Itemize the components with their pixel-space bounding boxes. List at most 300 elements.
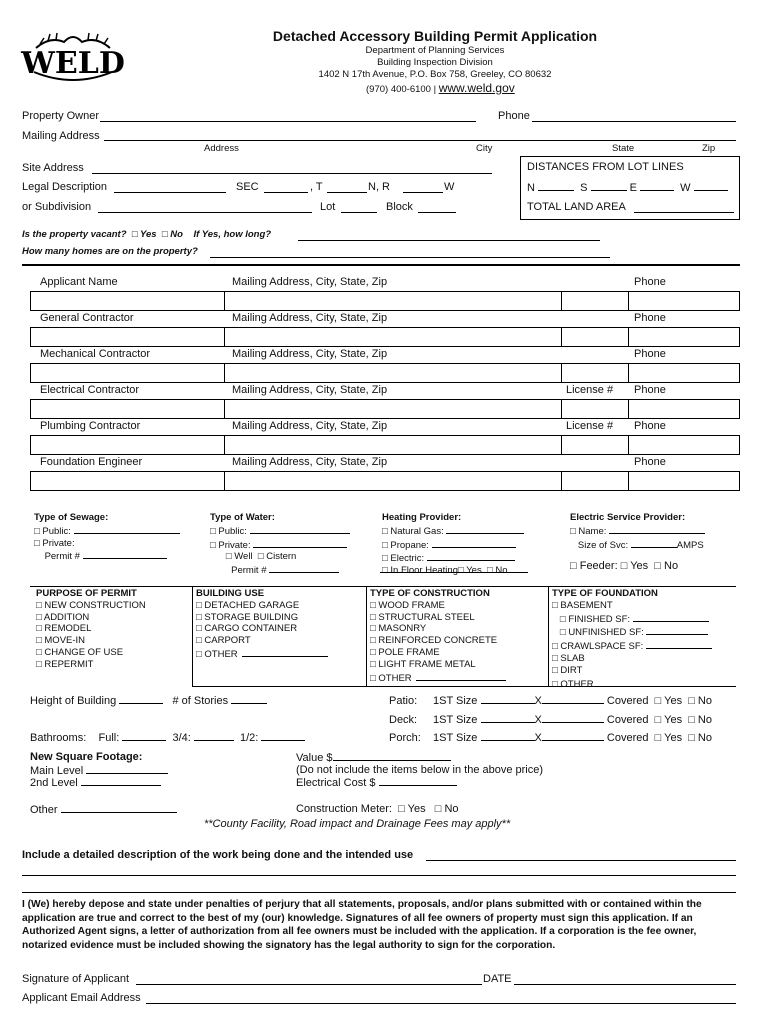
sewage-public-label: Public: [42, 525, 71, 537]
date-field[interactable] [514, 984, 736, 985]
meter-label: Construction Meter: [296, 803, 392, 815]
purpose-section [36, 588, 146, 671]
value-field[interactable] [333, 751, 451, 761]
water-well-checkbox[interactable]: □ [225, 551, 232, 563]
building-use-title: BUILDING USE [196, 588, 265, 599]
outdoor-label: Patio: [389, 695, 418, 707]
total-land-area-label: TOTAL LAND AREA [527, 201, 626, 213]
feeder-row [570, 560, 678, 572]
owner-phone-field[interactable] [532, 121, 736, 122]
size-width-field[interactable] [481, 713, 535, 723]
sewage-private-checkbox[interactable]: □ [34, 537, 40, 549]
total-land-area-field[interactable] [634, 212, 734, 213]
sec-field[interactable] [264, 192, 308, 193]
purpose-divider [192, 586, 193, 686]
feeder-yes-checkbox[interactable]: □ [620, 560, 628, 572]
size-length-field[interactable] [542, 731, 604, 741]
purpose-title: PURPOSE OF PERMIT [36, 588, 137, 599]
contact-role-label: Plumbing Contractor [40, 420, 141, 432]
second-level-row [30, 776, 161, 789]
height-row [30, 694, 267, 707]
dirt-label: DIRT [560, 664, 583, 676]
bath-three-quarter-label: 3/4: [172, 732, 191, 744]
feeder-yes-label: Yes [630, 560, 649, 572]
contact-phone-cell[interactable] [628, 435, 740, 455]
option-item[interactable] [36, 659, 146, 671]
option-label: DETACHED GARAGE [204, 599, 300, 611]
foundation-title: TYPE OF FOUNDATION [552, 588, 658, 599]
contact-license-cell[interactable] [561, 399, 629, 419]
homes-field[interactable] [210, 257, 610, 258]
meter-row [296, 803, 459, 815]
x-label: X [534, 695, 542, 707]
height-field[interactable] [119, 694, 163, 704]
meter-yes-label: Yes [407, 803, 426, 815]
contact-role-label: Foundation Engineer [40, 456, 143, 468]
crawl-field[interactable] [646, 639, 712, 649]
legal-description-field[interactable] [114, 192, 226, 193]
dist-w-field[interactable] [694, 181, 728, 191]
contact-phone-header: Phone [634, 348, 666, 360]
option-item[interactable] [370, 659, 506, 671]
contact-name-cell[interactable] [30, 327, 225, 347]
feeder-no-checkbox[interactable]: □ [654, 560, 661, 572]
fees-note: **County Facility, Road impact and Drainage Fees may apply** [204, 818, 511, 830]
option-label: CARPORT [204, 635, 251, 647]
heat-floor-yes-checkbox[interactable]: □ [457, 565, 464, 577]
description-field-3[interactable] [22, 892, 736, 893]
outdoor-row [389, 694, 712, 707]
contact-phone-cell[interactable] [628, 291, 740, 311]
sewage-permit-field[interactable] [83, 549, 167, 559]
property-owner-field[interactable] [100, 121, 476, 122]
feeder-checkbox[interactable]: □ [570, 560, 577, 572]
dist-w-label: W [680, 182, 691, 194]
covered-no-label: No [697, 714, 712, 726]
sewage-public-checkbox[interactable]: □ [34, 525, 40, 537]
meter-no-checkbox[interactable]: □ [434, 803, 442, 815]
contact-address-header: Mailing Address, City, State, Zip [232, 456, 388, 468]
option-checkbox[interactable]: □ [370, 599, 379, 611]
heat-electric-checkbox[interactable]: □ [382, 553, 388, 565]
form-title: Detached Accessory Building Permit Application [272, 28, 598, 44]
option-checkbox[interactable]: □ [370, 646, 379, 658]
water-title: Type of Water: [210, 512, 275, 523]
vacant-no-checkbox[interactable]: □ [161, 229, 168, 240]
option-label: REPERMIT [44, 658, 94, 670]
option-item[interactable] [370, 671, 506, 685]
description-label: Include a detailed description of the work being done and the intended use [22, 849, 414, 861]
bathrooms-row [30, 731, 305, 744]
option-item[interactable] [370, 612, 506, 624]
property-owner-label: Property Owner [22, 110, 100, 122]
purpose-list [36, 600, 146, 671]
option-checkbox[interactable]: □ [36, 599, 45, 611]
bath-half-label: 1/2: [240, 732, 259, 744]
bathrooms-label: Bathrooms: [30, 732, 87, 744]
signature-field[interactable] [136, 984, 482, 985]
option-checkbox[interactable]: □ [196, 648, 205, 660]
heat-electric-field[interactable] [427, 551, 515, 561]
electric-section [570, 512, 705, 551]
crawl-checkbox[interactable]: □ [552, 641, 558, 653]
main-level-label: Main Level [30, 765, 84, 777]
heat-electric-label: Electric: [390, 553, 425, 565]
contact-name-cell[interactable] [30, 435, 225, 455]
basement-label: BASEMENT [560, 599, 613, 611]
covered-yes-label: Yes [664, 695, 683, 707]
covered-yes-checkbox[interactable]: □ [654, 695, 662, 707]
water-private-checkbox[interactable]: □ [210, 539, 216, 551]
outdoor-label: Porch: [389, 732, 421, 744]
vacant-yes-checkbox[interactable]: □ [131, 229, 138, 240]
section-divider [22, 264, 740, 266]
dist-n-field[interactable] [538, 181, 574, 191]
foundation-other-label: OTHER [560, 678, 594, 690]
contact-address-cell[interactable] [224, 471, 562, 491]
block-field[interactable] [418, 212, 456, 213]
covered-label: Covered [606, 695, 649, 707]
heat-gas-field[interactable] [446, 524, 524, 534]
construction-section [370, 588, 506, 684]
option-label: CHANGE OF USE [44, 646, 124, 658]
exclude-note: (Do not include the items below in the above price) [296, 764, 544, 776]
option-checkbox[interactable]: □ [196, 599, 205, 611]
contact-address-header: Mailing Address, City, State, Zip [232, 384, 388, 396]
contact-phone-header: Phone [634, 276, 666, 288]
email-label: Applicant Email Address [22, 992, 141, 1004]
covered-no-checkbox[interactable]: □ [688, 714, 695, 726]
contact-phone-header: Phone [634, 456, 666, 468]
heating-section [382, 512, 524, 577]
option-checkbox[interactable]: □ [36, 658, 45, 670]
value-label: Value $ [296, 752, 333, 764]
contact-license-header: License # [566, 420, 614, 432]
sewage-permit-label: Permit # [44, 551, 80, 563]
sewage-section [34, 512, 180, 563]
sewage-title: Type of Sewage: [34, 512, 109, 523]
contact-address-cell[interactable] [224, 435, 562, 455]
contact-address-header: Mailing Address, City, State, Zip [232, 348, 388, 360]
covered-no-checkbox[interactable]: □ [688, 732, 695, 744]
contact-address-cell[interactable] [224, 291, 562, 311]
covered-yes-label: Yes [664, 714, 683, 726]
contact-license-header: License # [566, 384, 614, 396]
second-level-field[interactable] [81, 776, 161, 786]
elec-cost-row [296, 776, 457, 789]
distances-label: DISTANCES FROM LOT LINES [527, 161, 684, 173]
slab-checkbox[interactable]: □ [552, 652, 558, 664]
w-label: W [444, 181, 455, 193]
water-public-label: Public: [218, 525, 247, 537]
water-private-label: Private: [218, 539, 251, 551]
dist-e-label: E [629, 182, 637, 194]
option-checkbox[interactable]: □ [36, 611, 44, 623]
use-divider [366, 586, 367, 686]
option-label: LIGHT FRAME METAL [378, 658, 476, 670]
unfinished-field[interactable] [646, 625, 708, 635]
crawl-label: CRAWLSPACE SF: [560, 641, 644, 653]
dist-e-field[interactable] [640, 181, 674, 191]
option-item[interactable] [36, 623, 146, 635]
email-field[interactable] [146, 1003, 736, 1004]
construction-divider [548, 586, 549, 686]
basement-checkbox[interactable]: □ [552, 599, 558, 611]
heat-floor-label: In Floor Heating [390, 565, 458, 577]
vacant-label: Is the property vacant? [22, 229, 127, 240]
water-public-checkbox[interactable]: □ [210, 525, 216, 537]
option-item[interactable] [196, 623, 328, 635]
heat-floor-yes-label: Yes [466, 565, 482, 577]
unfinished-label: UNFINISHED SF: [568, 627, 644, 639]
option-item[interactable] [36, 600, 146, 612]
how-long-label: If Yes, how long? [193, 229, 272, 240]
county-logo [21, 28, 125, 90]
legal-description-label: Legal Description [22, 181, 107, 193]
t-field[interactable] [327, 192, 367, 193]
contact-license-cell[interactable] [561, 363, 629, 383]
elec-amps-label: AMPS [676, 539, 704, 551]
other-row [30, 803, 177, 816]
bath-half-field[interactable] [261, 731, 305, 741]
subdivision-label: or Subdivision [22, 201, 92, 213]
option-label: ADDITION [43, 611, 90, 623]
option-item[interactable] [196, 600, 328, 612]
outdoor-row [389, 713, 712, 726]
contact-license-cell[interactable] [561, 435, 629, 455]
option-label: CARGO CONTAINER [204, 623, 298, 635]
mailing-address-label: Mailing Address [22, 130, 100, 142]
size-width-field[interactable] [481, 694, 535, 704]
option-item[interactable] [370, 623, 506, 635]
option-label: OTHER [378, 672, 412, 684]
feeder-label: Feeder: [579, 560, 618, 572]
option-other-field[interactable] [242, 647, 328, 657]
water-public-field[interactable] [250, 524, 350, 534]
feeder-no-label: No [664, 560, 679, 572]
phone-label: Phone [498, 110, 530, 122]
covered-yes-checkbox[interactable]: □ [654, 732, 662, 744]
option-item[interactable] [196, 612, 328, 624]
homes-question: How many homes are on the property? [22, 246, 198, 257]
option-checkbox[interactable]: □ [370, 658, 379, 670]
heat-propane-field[interactable] [432, 538, 516, 548]
option-other-field[interactable] [416, 671, 506, 681]
elec-cost-label: Electrical Cost $ [296, 777, 376, 789]
contact-address-cell[interactable] [224, 363, 562, 383]
water-cistern-checkbox[interactable]: □ [257, 551, 264, 563]
contact-phone-header: Phone [634, 384, 666, 396]
other-field[interactable] [61, 803, 177, 813]
slab-label: SLAB [560, 652, 585, 664]
logo-text: WELD [21, 46, 125, 81]
option-item[interactable] [370, 647, 506, 659]
how-long-field[interactable] [298, 240, 600, 241]
size-width-field[interactable] [481, 731, 535, 741]
option-item[interactable] [36, 612, 146, 624]
water-private-field[interactable] [253, 538, 347, 548]
contact-name-cell[interactable] [30, 399, 225, 419]
contact-name-cell[interactable] [30, 363, 225, 383]
stories-field[interactable] [231, 694, 267, 704]
other-label: Other [30, 804, 58, 816]
option-label: NEW CONSTRUCTION [44, 599, 146, 611]
department-name: Department of Planning Services [365, 45, 505, 56]
contact-address-cell[interactable] [224, 399, 562, 419]
water-permit-field[interactable] [269, 563, 339, 573]
contact-phone-cell[interactable] [628, 327, 740, 347]
foundation-other-field[interactable] [596, 677, 708, 687]
x-label: X [534, 714, 542, 726]
value-row [296, 751, 451, 764]
heat-propane-label: Propane: [390, 539, 429, 551]
division-name: Building Inspection Division [377, 57, 493, 68]
contact-phone-cell[interactable] [628, 399, 740, 419]
r-field[interactable] [403, 192, 443, 193]
option-label: REINFORCED CONCRETE [378, 635, 498, 647]
contact-role-label: Mechanical Contractor [40, 348, 151, 360]
description-field-1[interactable] [426, 860, 736, 861]
contact-phone-header: Phone [634, 312, 666, 324]
dist-n-label: N [527, 182, 535, 194]
phone-number: (970) 400-6100 [366, 84, 431, 95]
site-address-field[interactable] [92, 173, 492, 174]
outdoor-label: Deck: [389, 714, 418, 726]
x-label: X [534, 732, 542, 744]
option-checkbox[interactable]: □ [196, 611, 205, 623]
elec-name-field[interactable] [609, 524, 705, 534]
size-label: 1ST Size [433, 732, 478, 744]
size-label: 1ST Size [433, 714, 478, 726]
signature-label: Signature of Applicant [22, 973, 130, 985]
elec-name-label: Name: [578, 525, 607, 537]
water-well-label: Well [234, 551, 253, 563]
size-length-field[interactable] [542, 713, 604, 723]
perjury-statement: I (We) hereby depose and state under penalties of perjury that all statements, proposals, and/or plans submitted with or contained within the application are true and correct to the best of my (our) knowledge. Signatures of all fee owners of property must sign this application. If an Authorized Agent signs, a letter of authorization from all fee owners must be included with the application. If a corporation is the fee owner, notarized evidence must be included showing the signatory has the legal authority to sign for the corporation. [22, 899, 702, 951]
elec-name-checkbox[interactable]: □ [570, 525, 576, 537]
building-use-section [196, 588, 328, 661]
contact-role-label: General Contractor [40, 312, 134, 324]
heat-floor-no-checkbox[interactable]: □ [486, 565, 493, 577]
distances-row [527, 181, 728, 194]
covered-yes-label: Yes [664, 732, 683, 744]
water-cistern-label: Cistern [266, 551, 297, 563]
contact-name-cell[interactable] [30, 291, 225, 311]
option-checkbox[interactable]: □ [370, 672, 379, 684]
site-address-label: Site Address [22, 162, 84, 174]
dirt-checkbox[interactable]: □ [552, 664, 558, 676]
outdoor-row [389, 731, 712, 744]
subdivision-field[interactable] [98, 212, 312, 213]
option-label: OTHER [204, 648, 238, 660]
elec-size-field[interactable] [631, 538, 677, 548]
bath-three-quarter-field[interactable] [194, 731, 234, 741]
option-checkbox[interactable]: □ [36, 623, 45, 635]
mailing-address-field[interactable] [104, 140, 736, 141]
sec-label: SEC [236, 181, 259, 193]
heat-floor-checkbox[interactable]: □ [382, 565, 388, 577]
finished-field[interactable] [633, 612, 709, 622]
option-checkbox[interactable]: □ [370, 623, 379, 635]
contact-name-cell[interactable] [30, 471, 225, 491]
heat-propane-checkbox[interactable]: □ [382, 539, 388, 551]
second-level-label: 2nd Level [30, 777, 78, 789]
covered-label: Covered [606, 714, 649, 726]
sewage-public-field[interactable] [74, 524, 180, 534]
covered-no-label: No [697, 732, 712, 744]
contact-phone-cell[interactable] [628, 363, 740, 383]
option-checkbox[interactable]: □ [36, 646, 45, 658]
main-level-field[interactable] [86, 764, 168, 774]
construction-list [370, 600, 506, 685]
option-checkbox[interactable]: □ [196, 623, 205, 635]
heating-title: Heating Provider: [382, 512, 462, 523]
covered-yes-checkbox[interactable]: □ [654, 714, 662, 726]
contact-license-cell[interactable] [561, 327, 629, 347]
description-field-2[interactable] [22, 875, 736, 876]
height-label: Height of Building [30, 695, 117, 707]
finished-label: FINISHED SF: [568, 613, 631, 625]
option-item[interactable] [370, 635, 506, 647]
website-link[interactable]: www.weld.gov [438, 81, 515, 95]
finished-checkbox[interactable]: □ [559, 613, 566, 625]
meter-yes-checkbox[interactable]: □ [398, 803, 405, 815]
option-item[interactable] [36, 647, 146, 659]
use-list [196, 600, 328, 661]
elec-cost-field[interactable] [379, 776, 457, 786]
unfinished-checkbox[interactable]: □ [559, 627, 566, 639]
option-label: STORAGE BUILDING [204, 611, 299, 623]
heat-floor-no-label: No [495, 565, 508, 577]
option-item[interactable] [36, 635, 146, 647]
size-length-field[interactable] [542, 694, 604, 704]
option-checkbox[interactable]: □ [370, 611, 379, 623]
contact-phone-cell[interactable] [628, 471, 740, 491]
contact-phone-header: Phone [634, 420, 666, 432]
option-checkbox[interactable]: □ [196, 635, 205, 647]
contact-role-label: Electrical Contractor [40, 384, 140, 396]
vacant-yes-label: Yes [140, 229, 157, 240]
vacant-no-label: No [170, 229, 183, 240]
block-label: Block [386, 201, 413, 213]
covered-no-checkbox[interactable]: □ [688, 695, 695, 707]
foundation-section [552, 588, 712, 690]
option-item[interactable] [370, 600, 506, 612]
option-label: MOVE-IN [44, 635, 86, 647]
option-checkbox[interactable]: □ [36, 635, 45, 647]
bath-full-field[interactable] [122, 731, 166, 741]
foundation-other-checkbox[interactable]: □ [552, 678, 558, 690]
sub-state-label: State [612, 143, 635, 154]
vacant-question [22, 229, 271, 240]
sub-city-label: City [476, 143, 493, 154]
date-label: DATE [483, 973, 512, 985]
option-item[interactable] [196, 647, 328, 661]
option-label: STRUCTURAL STEEL [378, 611, 475, 623]
heat-gas-label: Natural Gas: [390, 525, 444, 537]
option-checkbox[interactable]: □ [370, 635, 379, 647]
electric-title: Electric Service Provider: [570, 512, 686, 523]
dist-s-field[interactable] [591, 181, 627, 191]
contact-license-cell[interactable] [561, 291, 629, 311]
contact-address-cell[interactable] [224, 327, 562, 347]
contact-license-cell[interactable] [561, 471, 629, 491]
new-sf-label: New Square Footage: [30, 751, 143, 763]
size-label: 1ST Size [433, 695, 478, 707]
heat-gas-checkbox[interactable]: □ [382, 525, 388, 537]
option-item[interactable] [196, 635, 328, 647]
lot-field[interactable] [341, 212, 377, 213]
